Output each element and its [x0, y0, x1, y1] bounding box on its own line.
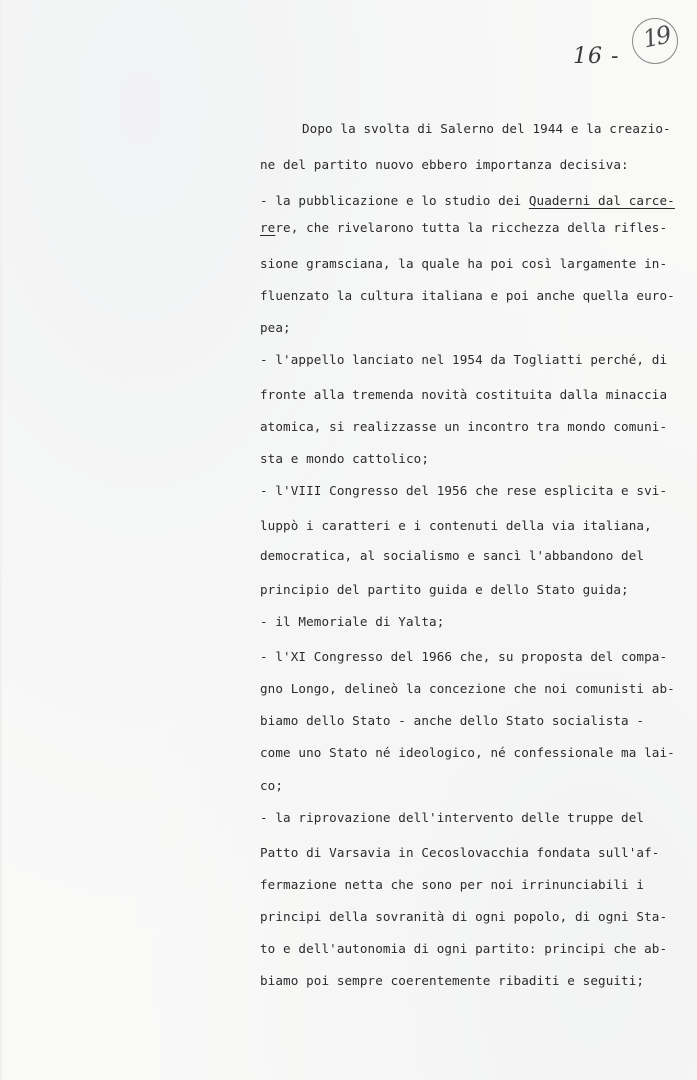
text-line: come uno Stato né ideologico, né confessionale ma lai-	[260, 745, 675, 760]
text-line: principi della sovranità di ogni popolo, di ogni Sta-	[260, 909, 668, 924]
text-span: - la pubblicazione e lo studio dei	[260, 193, 529, 208]
page-number: 16 -	[573, 44, 620, 69]
text-line: biamo dello Stato - anche dello Stato socialista -	[260, 713, 645, 728]
text-line: democratica, al socialismo e sancì l'abbandono del	[260, 548, 645, 563]
text-line: - la riprovazione dell'intervento delle truppe del	[260, 810, 645, 825]
text-line: to e dell'autonomia di ogni partito: principi che ab-	[260, 941, 668, 956]
text-line: fermazione netta che sono per noi irrinunciabili i	[260, 877, 645, 892]
text-line: - l'appello lanciato nel 1954 da Togliatti perché, di	[260, 352, 668, 367]
text-line: Patto di Varsavia in Cecoslovacchia fondata sull'af-	[260, 845, 660, 860]
text-line: sione gramsciana, la quale ha poi così largamente in-	[260, 256, 668, 271]
text-line: atomica, si realizzasse un incontro tra mondo comuni-	[260, 419, 668, 434]
text-line: sta e mondo cattolico;	[260, 451, 430, 466]
text-line: luppò i caratteri e i contenuti della via italiana,	[260, 518, 652, 533]
text-span: re, che rivelarono tutta la ricchezza della rifles-	[275, 220, 668, 235]
text-line: Dopo la svolta di Salerno del 1944 e la creazio-	[302, 121, 671, 136]
text-line: - l'VIII Congresso del 1956 che rese esplicita e svi-	[260, 483, 668, 498]
text-line: ne del partito nuovo ebbero importanza decisiva:	[260, 157, 629, 172]
text-line: principio del partito guida e dello Stato guida;	[260, 582, 629, 597]
text-line: pea;	[260, 320, 291, 335]
text-line: - il Memoriale di Yalta;	[260, 614, 445, 629]
underlined-title: Quaderni dal carce-	[528, 193, 675, 208]
text-line: biamo poi sempre coerentemente ribaditi e seguiti;	[260, 973, 645, 988]
text-line: - l'XI Congresso del 1966 che, su proposta del compa-	[260, 649, 668, 664]
text-line: gno Longo, delineò la concezione che noi comunisti ab-	[260, 681, 675, 696]
text-line	[260, 193, 675, 209]
underlined-title: re	[260, 220, 276, 235]
text-line: fluenzato la cultura italiana e poi anche quella euro-	[260, 288, 675, 303]
text-line: co;	[260, 778, 284, 793]
archive-stamp-number: 19	[640, 20, 673, 54]
text-line	[260, 220, 667, 236]
text-line: fronte alla tremenda novità costituita dalla minaccia	[260, 387, 668, 402]
